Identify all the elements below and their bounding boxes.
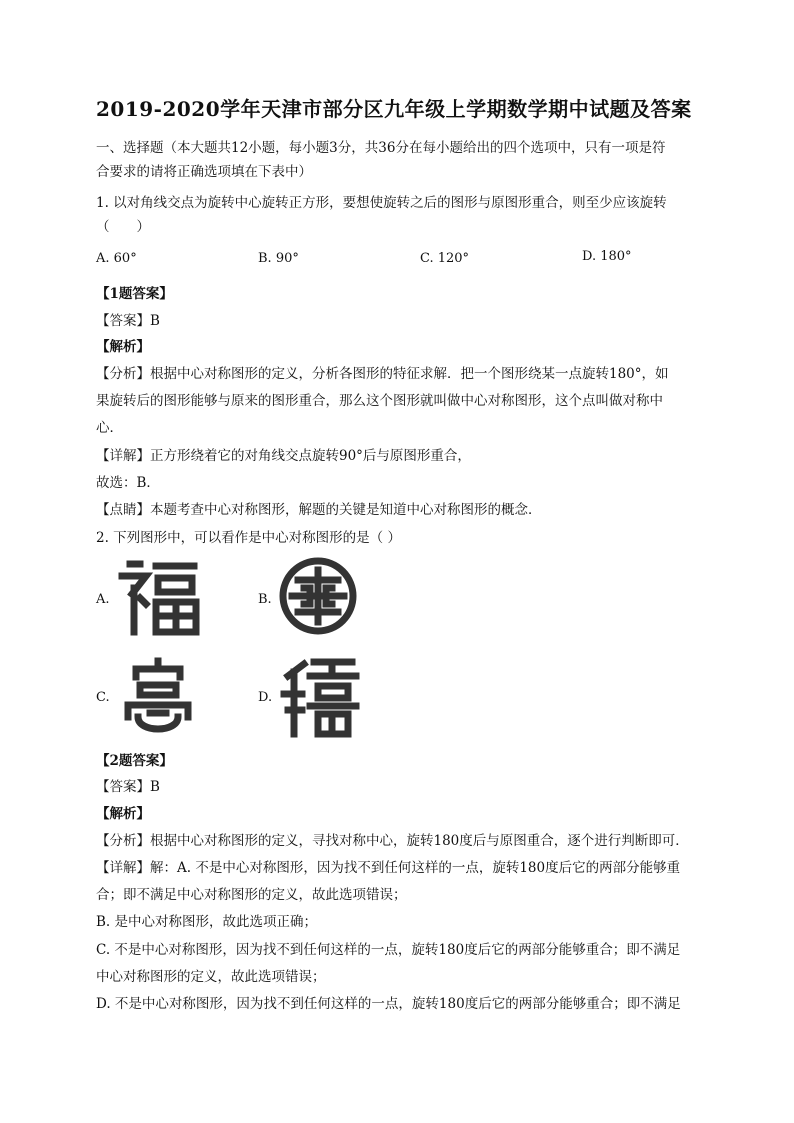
q2-detail-line-6: D. 不是中心对称图形，因为找不到任何这样的一点，旋转180度后它的两部分能够重合；即不满足 [96, 996, 681, 1012]
q1-stem-line-2: （ ） [96, 219, 150, 235]
q2-detail-line-4: C. 不是中心对称图形，因为找不到任何这样的一点，旋转180度后它的两部分能够重合；即不满足 [96, 942, 681, 958]
q2-detail-line-3: B. 是中心对称图形，故此选项正确； [96, 914, 318, 930]
q2-answer-header: 【2题答案】 [96, 753, 173, 769]
section-intro-line-1: 一、选择题（本大题共12小题，每小题3分，共36分在每小题给出的四个选项中，只有一项是符 [96, 140, 666, 156]
shou-seal-icon [278, 556, 358, 636]
q2-detail-line-1: 【详解】解：A. 不是中心对称图形，因为找不到任何这样的一点，旋转180度后它的两部分能够重 [96, 860, 681, 876]
q1-answer-header: 【1题答案】 [96, 286, 173, 302]
q1-analysis-line-3: 心． [96, 420, 123, 436]
q2-option-c-label: C. [96, 690, 110, 705]
q2-answer: 【答案】B [96, 779, 160, 795]
q2-option-a-label: A. [96, 592, 110, 607]
q1-detail-line-2: 故选：B． [96, 475, 160, 491]
q2-detail-line-2: 合；即不满足中心对称图形的定义，故此选项错误； [96, 887, 407, 903]
q2-analysis: 【分析】根据中心对称图形的定义，寻找对称中心，旋转180度后与原图重合，逐个进行判断即可． [96, 833, 689, 849]
fu-seal-icon [118, 558, 200, 638]
q1-option-b: B. 90° [258, 251, 299, 266]
xi-seal-icon [280, 654, 360, 738]
q1-analysis-line-2: 果旋转后的图形能够与原来的图形重合，那么这个图形就叫做中心对称图形，这个点叫做对称中 [96, 393, 663, 409]
q2-option-d-label: D. [258, 690, 273, 705]
q1-analysis-label: 【解析】 [96, 339, 150, 355]
q1-option-d: D. 180° [582, 249, 632, 264]
q2-analysis-label: 【解析】 [96, 806, 150, 822]
q1-answer: 【答案】B [96, 313, 160, 329]
q1-analysis-line-1: 【分析】根据中心对称图形的定义，分析各图形的特征求解．把一个图形绕某一点旋转180°，如 [96, 366, 669, 382]
q1-option-c: C. 120° [420, 251, 470, 266]
q1-option-a: A. 60° [96, 251, 137, 266]
q2-option-b-label: B. [258, 592, 272, 607]
section-intro-line-2: 合要求的请将正确选项填在下表中） [96, 164, 312, 180]
q2-stem: 2. 下列图形中，可以看作是中心对称图形的是（ ） [96, 530, 401, 546]
q1-stem-line-1: 1. 以对角线交点为旋转中心旋转正方形，要想使旋转之后的图形与原图形重合，则至少应该旋转 [96, 195, 667, 211]
lu-seal-icon [118, 655, 198, 735]
document-title: 2019-2020学年天津市部分区九年级上学期数学期中试题及答案 [96, 97, 692, 121]
q1-detail-line-1: 【详解】正方形绕着它的对角线交点旋转90°后与原图形重合， [96, 448, 471, 464]
q1-comment: 【点睛】本题考查中心对称图形，解题的关键是知道中心对称图形的概念． [96, 502, 542, 518]
q2-detail-line-5: 中心对称图形的定义，故此选项错误； [96, 969, 326, 985]
